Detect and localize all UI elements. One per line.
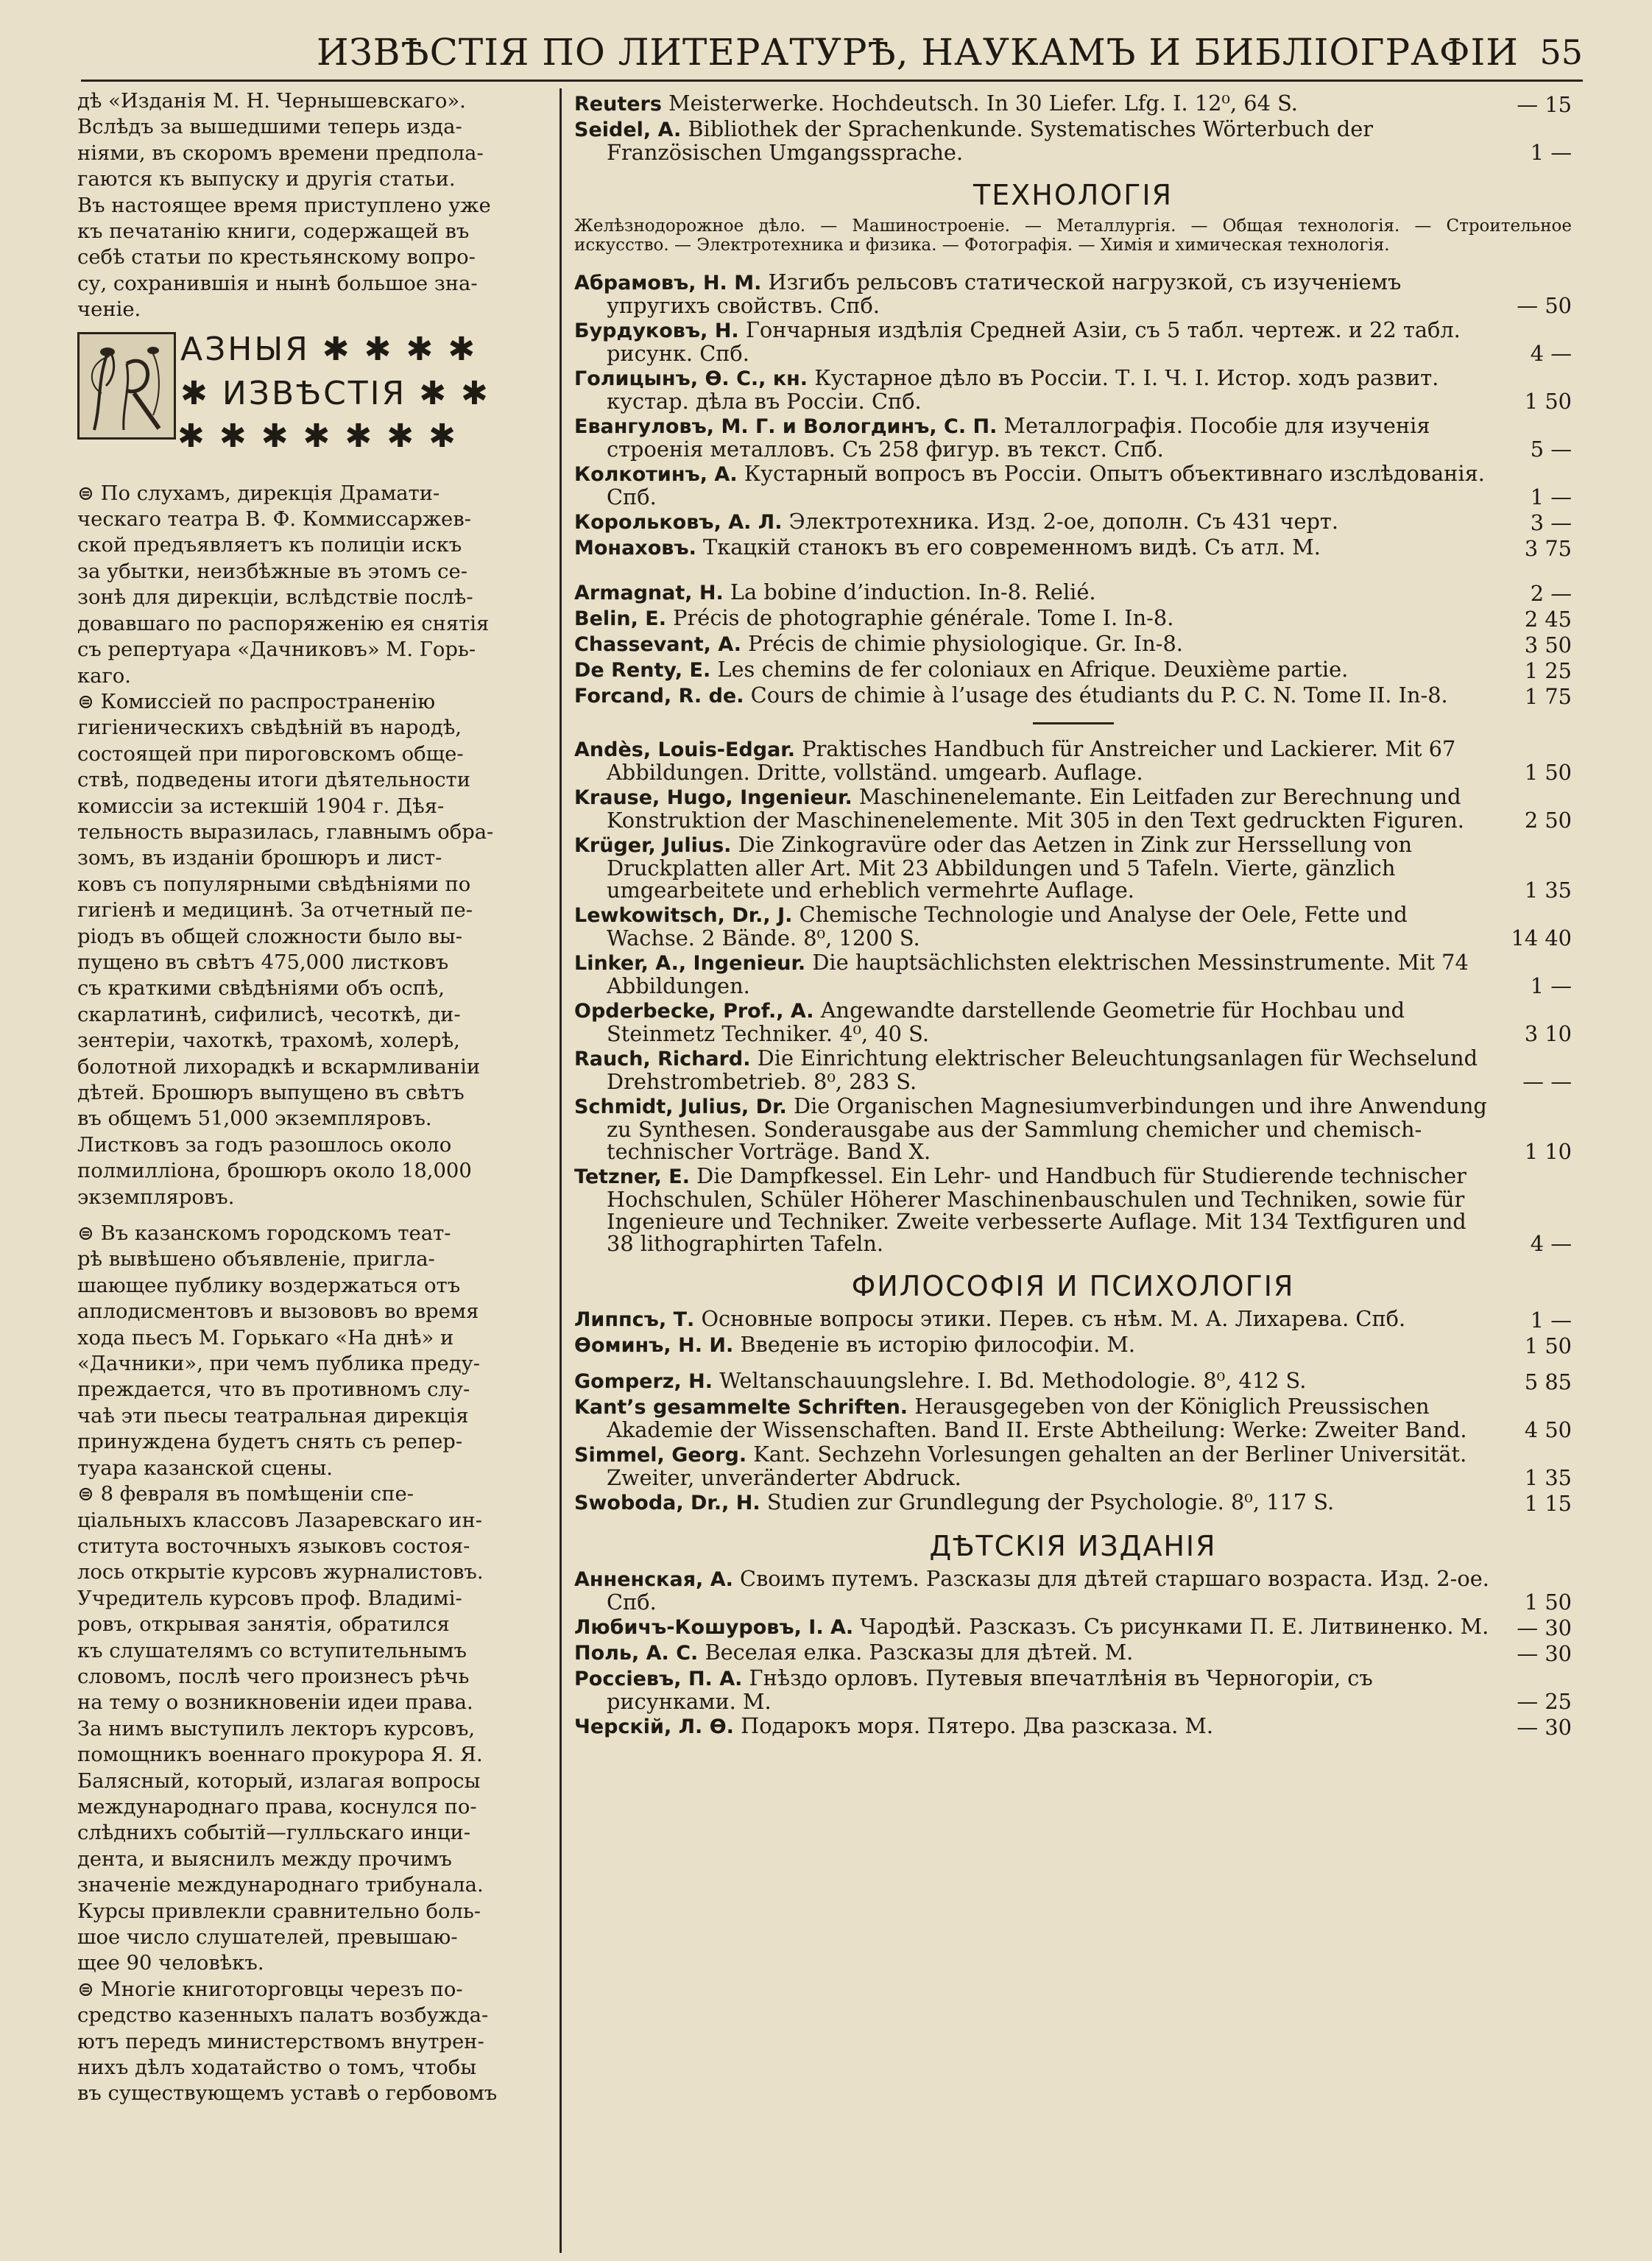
entry-text	[574, 951, 1572, 997]
news-item	[77, 689, 534, 1210]
catalog-entry	[574, 1165, 1572, 1255]
catalog-entry	[574, 951, 1572, 997]
text-line: ровъ, открывая занятія, обратился	[77, 1613, 450, 1637]
heading-line-2: ✱ ИЗВѢСТІЯ ✱ ✱	[180, 374, 490, 412]
page-number: 55	[1539, 32, 1583, 72]
entry-title: Введеніе въ исторію философіи. М.	[740, 1332, 1136, 1357]
entry-text	[574, 1308, 1572, 1331]
entry-author: Gomperz, H.	[574, 1370, 713, 1393]
entry-author: Россіевъ, П. А.	[574, 1668, 743, 1690]
entry-price: 2 45	[1524, 607, 1572, 632]
entry-author: Chassevant, A.	[574, 633, 741, 656]
catalog-entry	[574, 684, 1572, 708]
entry-title: Les chemins de fer coloniaux en Afrique. Deuxième partie.	[717, 657, 1349, 682]
catalog-entry	[574, 271, 1572, 317]
catalog-entry	[574, 367, 1572, 412]
entry-price: 3 10	[1524, 1021, 1572, 1046]
ornamental-initial-r-icon	[77, 332, 176, 440]
text-line: ніями, въ скоромъ времени предпола-	[77, 141, 484, 165]
entry-text	[574, 903, 1572, 949]
text-line: каго.	[77, 664, 131, 688]
text-line: преждается, что въ противномъ слу-	[77, 1378, 470, 1402]
heading-line-1: АЗНЫЯ ✱ ✱ ✱ ✱	[180, 330, 478, 368]
heading-line-3: ✱ ✱ ✱ ✱ ✱ ✱ ✱	[177, 417, 458, 455]
entry-price: 1 50	[1524, 1590, 1572, 1615]
entry-price: 14 40	[1511, 925, 1572, 950]
text-line: средство казенныхъ палатъ возбужда-	[77, 2004, 489, 2028]
entry-author: Rauch, Richard.	[574, 1048, 751, 1070]
entry-text	[574, 1047, 1572, 1093]
entry-text	[574, 607, 1572, 630]
entry-author: Любичъ-Кошуровъ, I. А.	[574, 1616, 854, 1639]
entry-title: Précis de photographie générale. Tome I. In-8.	[673, 605, 1174, 630]
section-title-childrens-books: ДѢТСКІЯ ИЗДАНІЯ	[929, 1530, 1217, 1562]
text-line: ⊜ По слухамъ, дирекція Драмати-	[77, 482, 440, 505]
text-line: пущено въ свѣтъ 475,000 листковъ	[77, 950, 449, 974]
column-divider	[560, 88, 562, 2253]
entry-author: Lewkowitsch, Dr., J.	[574, 904, 793, 927]
entry-price: 1 75	[1524, 684, 1572, 709]
text-line: Учредитель курсовъ проф. Владимі-	[77, 1587, 462, 1610]
catalog-entry	[574, 415, 1572, 460]
catalog-entry	[574, 632, 1572, 656]
text-line: съ репертуара «Дачниковъ» М. Горь-	[77, 638, 476, 662]
catalog-entry	[574, 738, 1572, 783]
entry-author: Reuters	[574, 93, 662, 116]
entry-author: Корольковъ, А. Л.	[574, 511, 783, 534]
entry-title: Die Dampfkessel. Ein Lehr- und Handbuch für Studierende technischer Hochschulen, Schüler Höherer Maschinenbauschulen und Techniken, sowie für Ingenieure und Techniker. Zweite verbesserte Auflage. Mit 134 Textfiguren und 38 lithographirten Tafeln.	[607, 1163, 1466, 1256]
catalog-entry	[574, 1641, 1572, 1665]
entry-text	[574, 658, 1572, 682]
entry-text	[574, 999, 1572, 1045]
text-line: ститута восточныхъ языковъ состоя-	[77, 1534, 470, 1558]
entry-price: 1 50	[1524, 760, 1572, 785]
text-line: ⊜ 8 февраля въ помѣщеніи спе-	[77, 1483, 414, 1506]
text-line: шающее публику воздержаться отъ	[77, 1274, 461, 1297]
text-line: съ краткими свѣдѣніями объ оспѣ,	[77, 977, 445, 1001]
entry-title: Подарокъ моря. Пятеро. Два разсказа. М.	[741, 1713, 1214, 1738]
entry-title: Die hauptsächlichsten elektrischen Messinstrumente. Mit 74 Abbildungen.	[607, 950, 1469, 998]
catalog-list-russian	[574, 1567, 1572, 1738]
entry-author: Монаховъ.	[574, 537, 696, 560]
entry-text	[574, 632, 1572, 656]
entry-price: 4 50	[1524, 1417, 1572, 1442]
entry-price: 2 50	[1524, 808, 1572, 833]
text-line: лось открытіе курсовъ журналистовъ.	[77, 1561, 484, 1584]
text-line: значеніе международнаго трибунала.	[77, 1874, 484, 1897]
news-item	[77, 481, 534, 689]
entry-author: Andès, Louis-Edgar.	[574, 738, 796, 761]
entry-price: 1 35	[1524, 878, 1572, 903]
catalog-entry	[574, 1333, 1572, 1357]
entry-author: Simmel, Georg.	[574, 1444, 747, 1467]
text-line: скарлатинѣ, сифилисѣ, чесоткѣ, ди-	[77, 1003, 461, 1026]
catalog-list-german	[574, 738, 1572, 1255]
entry-title: Cours de chimie à l’usage des étudiants du P. C. N. Tome II. In-8.	[750, 682, 1448, 708]
entry-price: 3 —	[1530, 510, 1572, 535]
text-line: Балясный, который, излагая вопросы	[77, 1769, 481, 1793]
text-line: на тему о возникновеніи идеи права.	[77, 1691, 473, 1715]
text-line: въ существующемъ уставѣ о гербовомъ	[77, 2082, 498, 2106]
text-line: себѣ статьи по крестьянскому вопро-	[77, 246, 476, 269]
catalog-entry	[574, 462, 1572, 508]
entry-price: 1 —	[1530, 1308, 1572, 1333]
entry-author: Belin, E.	[574, 607, 666, 630]
text-line: словомъ, послѣ чего произнесъ рѣчь	[77, 1665, 470, 1688]
entry-author: Opderbecke, Prof., A.	[574, 1000, 814, 1023]
entry-text	[574, 271, 1572, 317]
text-line: гигіеническихъ свѣдѣній въ народѣ,	[77, 716, 462, 740]
text-line: шое число слушателей, превышаю-	[77, 1926, 458, 1949]
entry-title: Своимъ путемъ. Разсказы для дѣтей старшаго возраста. Изд. 2-ое. Спб.	[607, 1566, 1489, 1615]
entry-author: Krause, Hugo, Ingenieur.	[574, 786, 853, 809]
text-line: комиссіи за истекшій 1904 г. Дѣя-	[77, 794, 445, 818]
text-line: тельность выразилась, главнымъ обра-	[77, 820, 494, 844]
text-line: дѣ «Изданія М. Н. Чернышевскаго».	[77, 90, 466, 113]
entry-title: Die Organischen Magnesiumverbindungen und ihre Anwendung zu Synthesen. Sonderausgabe aus der Sammlung chemicher und chemisch-technischer Vorträge. Band X.	[607, 1093, 1487, 1164]
catalog-entry	[574, 1715, 1572, 1738]
news-item	[77, 1977, 534, 2107]
text-line: слѣднихъ событій—гулльскаго инци-	[77, 1821, 471, 1845]
entry-author: Черскій, Л. Ѳ.	[574, 1715, 734, 1738]
text-line: су, сохранившія и нынѣ большое зна-	[77, 272, 478, 295]
catalog-entry	[574, 536, 1572, 560]
news-item	[77, 1481, 534, 1977]
text-line: полмилліона, брошюръ около 18,000	[77, 1160, 472, 1183]
catalog-entry	[574, 118, 1572, 163]
text-line: довавшаго по распоряженію ея снятія	[77, 612, 490, 635]
entry-text	[574, 684, 1572, 708]
catalog-entry	[574, 581, 1572, 604]
text-line: зонѣ для дирекціи, вслѣдствіе послѣ-	[77, 586, 473, 610]
entry-price: 2 —	[1530, 581, 1572, 606]
entry-author: Forcand, R. de.	[574, 685, 744, 708]
entry-text	[574, 1567, 1572, 1613]
entry-text	[574, 319, 1572, 364]
entry-author: Липпсъ, Т.	[574, 1308, 695, 1331]
catalog-entry	[574, 1308, 1572, 1331]
entry-author: Евангуловъ, М. Г. и Вологдинъ, С. П.	[574, 415, 998, 438]
catalog-list-french	[574, 581, 1572, 708]
text-line: ковъ съ популярными свѣдѣніями по	[77, 872, 471, 896]
entry-price: — —	[1522, 1069, 1572, 1094]
text-line: принуждена будетъ снять съ репер-	[77, 1431, 463, 1454]
entry-title: Studien zur Grundlegung der Psychologie. 8⁰, 117 S.	[766, 1489, 1335, 1514]
entry-title: Die Einrichtung elektrischer Beleuchtungsanlagen für Wechselund Drehstrombetrieb. 8⁰, 283 S.	[607, 1045, 1478, 1094]
entry-price: — 50	[1517, 293, 1572, 318]
entry-author: Linker, A., Ingenieur.	[574, 952, 806, 975]
separator-rule	[1033, 722, 1114, 724]
entry-price: — 25	[1517, 1689, 1572, 1714]
entry-price: — 30	[1517, 1641, 1572, 1666]
entry-text	[574, 738, 1572, 783]
entry-author: De Renty, E.	[574, 659, 711, 682]
entry-author: Swoboda, Dr., H.	[574, 1492, 760, 1514]
catalog-list-german	[574, 1369, 1572, 1514]
catalog-list-russian	[574, 1308, 1572, 1357]
entry-text	[574, 1369, 1572, 1393]
entry-price: 1 35	[1524, 1465, 1572, 1490]
text-line: къ печатанію книги, содержащей въ	[77, 220, 470, 244]
entry-text	[574, 1095, 1572, 1163]
entry-title: Précis de chimie physiologique. Gr. In-8.	[748, 631, 1183, 656]
text-line: ціальныхъ классовъ Лазаревскаго ин-	[77, 1509, 482, 1532]
text-line: въ общемъ 51,000 экземпляровъ.	[77, 1107, 432, 1131]
section-heading-news	[77, 332, 534, 470]
text-line: ческаго театра В. Ф. Коммиссаржев-	[77, 508, 471, 532]
entry-title: Чародѣй. Разсказъ. Съ рисунками П. Е. Литвиненко. М.	[860, 1614, 1489, 1639]
entry-price: — 30	[1517, 1715, 1572, 1740]
text-line: Курсы привлекли сравнительно боль-	[77, 1900, 481, 1923]
text-line: къ слушателямъ со вступительнымъ	[77, 1639, 467, 1662]
text-line: состоящей при пироговскомъ обще-	[77, 742, 464, 766]
entry-author: Абрамовъ, Н. М.	[574, 272, 762, 294]
text-line: рѣ вывѣшено объявленіе, пригла-	[77, 1248, 435, 1271]
text-line: ченіе.	[77, 298, 141, 322]
entry-price: 1 25	[1524, 658, 1572, 683]
entry-price: 3 50	[1524, 632, 1572, 657]
entry-text	[574, 1333, 1572, 1357]
entry-author: Tetzner, E.	[574, 1165, 691, 1188]
catalog-entry	[574, 999, 1572, 1045]
entry-title: Weltanschauungslehre. I. Bd. Methodologie. 8⁰, 412 S.	[719, 1368, 1307, 1393]
catalog-entry	[574, 510, 1572, 534]
text-line: чаѣ эти пьесы театральная дирекція	[77, 1404, 469, 1428]
entry-title: Kant. Sechzehn Vorlesungen gehalten an der Berliner Universität. Zweiter, unveränderter Abdruck.	[607, 1442, 1467, 1490]
entry-title: Основные вопросы этики. Перев. съ нѣм. М. А. Лихарева. Спб.	[701, 1306, 1406, 1331]
entry-price: 5 85	[1524, 1369, 1572, 1394]
catalog-entry	[574, 607, 1572, 630]
text-line: за убытки, неизбѣжные въ этомъ се-	[77, 560, 467, 583]
entry-author: Голицынъ, Ѳ. С., кн.	[574, 367, 808, 390]
catalog-entry	[574, 1615, 1572, 1639]
entry-title: Кустарное дѣло въ Россіи. Т. I. Ч. I. Истор. ходъ развит. кустар. дѣла въ Россіи. Спб.	[607, 365, 1439, 414]
text-line: ⊜ Многіе книготорговцы черезъ по-	[77, 1978, 463, 2001]
entry-price: 1 —	[1530, 484, 1572, 509]
entry-author: Колкотинъ, А.	[574, 463, 738, 486]
entry-price: 3 75	[1524, 536, 1572, 561]
entry-author: Поль, А. С.	[574, 1642, 699, 1665]
entry-text	[574, 415, 1572, 460]
text-line: гигіенѣ и медицинѣ. За отчетный пе-	[77, 899, 473, 923]
text-line: международнаго права, коснулся по-	[77, 1795, 477, 1819]
entry-title: Изгибъ рельсовъ статической нагрузкой, съ изученіемъ упругихъ свойствъ. Спб.	[607, 269, 1402, 318]
entry-title: Металлографія. Пособіе для изученія строенія металловъ. Съ 258 фигур. въ текст. Спб.	[607, 413, 1430, 462]
catalog-entry	[574, 319, 1572, 364]
entry-text	[574, 1615, 1572, 1639]
entry-author: Krüger, Julius.	[574, 834, 732, 857]
entry-price: 1 —	[1530, 973, 1572, 998]
text-line: ствѣ, подведены итоги дѣятельности	[77, 769, 470, 792]
text-line: Листковъ за годъ разошлось около	[77, 1133, 452, 1157]
entry-title: Praktisches Handbuch für Anstreicher und Lackierer. Mit 67 Abbildungen. Dritte, vollständ. umgearb. Auflage.	[607, 736, 1456, 785]
text-line: аплодисментовъ и вызововъ во время	[77, 1300, 479, 1324]
entry-text	[574, 1491, 1572, 1514]
catalog-entry	[574, 1667, 1572, 1712]
entry-title: Die Zinkogravüre oder das Aetzen in Zink zur Herssellung von Druckplatten aller Art. Mit 23 Abbildungen und 5 Tafeln. Vierte, gänzlich umgearbeitete und erheblich vermehrte Auflage.	[607, 832, 1413, 903]
text-line: ютъ передъ министерствомъ внутрен-	[77, 2030, 484, 2053]
entry-title: Гнѣздо орловъ. Путевыя впечатлѣнія въ Черногоріи, съ рисунками. М.	[607, 1665, 1373, 1714]
entry-author: Анненская, А.	[574, 1568, 733, 1591]
entry-text	[574, 510, 1572, 534]
text-line: хода пьесъ М. Горькаго «На днѣ» и	[77, 1326, 454, 1350]
entry-price: 1 15	[1524, 1491, 1572, 1516]
entry-text	[574, 92, 1572, 116]
entry-text	[574, 118, 1572, 163]
text-line: «Дачники», при чемъ публика преду-	[77, 1352, 480, 1376]
running-title: ИЗВѢСТІЯ ПО ЛИТЕРАТУРѢ, НАУКАМЪ И БИБЛІОГРАФІИ	[317, 31, 1519, 74]
catalog-entry	[574, 833, 1572, 901]
entry-price: 4 —	[1530, 1231, 1572, 1256]
entry-title: Веселая елка. Разсказы для дѣтей. М.	[705, 1640, 1134, 1665]
entry-title: Chemische Technologie und Analyse der Oele, Fette und Wachse. 2 Bände. 8⁰, 1200 S.	[607, 902, 1408, 950]
entry-text	[574, 1443, 1572, 1489]
catalog-entry	[574, 786, 1572, 831]
text-line: Въ настоящее время приступлено уже	[77, 194, 491, 217]
text-line: помощникъ военнаго прокурора Я. Я.	[77, 1743, 483, 1767]
catalog-entry	[574, 1369, 1572, 1393]
left-column	[77, 88, 534, 2246]
right-column	[574, 92, 1572, 2246]
entry-author: Schmidt, Julius, Dr.	[574, 1096, 787, 1118]
entry-title: Гончарныя издѣлія Средней Азіи, съ 5 табл. чертеж. и 22 табл. рисунк. Спб.	[607, 317, 1461, 366]
entry-author: Ѳоминъ, Н. И.	[574, 1334, 734, 1357]
catalog-entry	[574, 903, 1572, 949]
catalog-entry	[574, 1095, 1572, 1163]
text-line: зомъ, въ изданіи брошюръ и лист-	[77, 847, 442, 870]
catalog-continued	[574, 92, 1572, 163]
text-line: дента, и выяснилъ между прочимъ	[77, 1847, 452, 1871]
section-title-technology: ТЕХНОЛОГІЯ	[973, 179, 1173, 211]
intro-paragraph	[77, 88, 534, 323]
entry-text	[574, 367, 1572, 412]
catalog-list-russian	[574, 271, 1572, 560]
catalog-entry	[574, 1567, 1572, 1613]
entry-author: Kant’s gesammelte Schriften.	[574, 1396, 908, 1419]
entry-author: Armagnat, H.	[574, 582, 724, 604]
entry-title: Angewandte darstellende Geometrie für Hochbau und Steinmetz Techniker. 4⁰, 40 S.	[607, 998, 1405, 1046]
section-subjects: Желѣзнодорожное дѣло. — Машиностроеніе. — Металлургія. — Общая технологія. — Строительное искусство. — Электротехника и физика. — Фотографія. — Химія и химическая технологія.	[574, 216, 1572, 255]
entry-price: — 30	[1517, 1615, 1572, 1640]
text-line: ⊜ Въ казанскомъ городскомъ теат-	[77, 1222, 451, 1246]
entry-price: 1 50	[1524, 389, 1572, 414]
entry-text	[574, 462, 1572, 508]
entry-price: 1 10	[1524, 1139, 1572, 1164]
entry-text	[574, 1715, 1572, 1738]
text-line: гаются къ выпуску и другія статьи.	[77, 168, 456, 191]
text-line: дѣтей. Брошюръ выпущено въ свѣтъ	[77, 1082, 465, 1104]
text-line: За нимъ выступилъ лекторъ курсовъ,	[77, 1717, 476, 1740]
text-line: ской предъявляетъ къ полиціи искъ	[77, 534, 462, 557]
entry-price: 1 50	[1524, 1333, 1572, 1358]
catalog-entry	[574, 658, 1572, 682]
entry-text	[574, 1641, 1572, 1665]
text-line: ріодъ въ общей сложности было вы-	[77, 925, 462, 948]
entry-text	[574, 1667, 1572, 1712]
entry-text	[574, 1395, 1572, 1441]
entry-price: 1 —	[1530, 140, 1572, 165]
text-line: Вслѣдъ за вышедшими теперь изда-	[77, 116, 462, 139]
entry-text	[574, 786, 1572, 831]
text-line: туара казанской сцены.	[77, 1456, 333, 1480]
news-item	[77, 1221, 534, 1481]
entry-price: 4 —	[1530, 341, 1572, 366]
entry-text	[574, 833, 1572, 901]
entry-title: Meisterwerke. Hochdeutsch. In 30 Liefer. Lfg. I. 12⁰, 64 S.	[668, 92, 1298, 116]
entry-title: Maschinenelemante. Ein Leitfaden zur Berechnung und Konstruktion der Maschinenelemente. Mit 305 in den Text gedruckten Figuren.	[607, 784, 1464, 833]
text-line: болотной лихорадкѣ и вскармливаніи	[77, 1055, 481, 1079]
entry-text	[574, 1165, 1572, 1255]
text-line: экземпляровъ.	[77, 1185, 235, 1209]
entry-title: Ткацкій станокъ въ его современномъ видѣ. Съ атл. М.	[703, 535, 1321, 560]
text-line: ⊜ Комиссіей по распространенію	[77, 690, 436, 713]
catalog-entry	[574, 92, 1572, 116]
page-header	[81, 28, 1583, 82]
entry-title: Кустарный вопросъ въ Россіи. Опытъ объективнаго изслѣдованія. Спб.	[607, 461, 1485, 509]
entry-title: Bibliothek der Sprachenkunde. Systematisches Wörterbuch der Französischen Umgangssprache.	[607, 116, 1374, 165]
catalog-entry	[574, 1491, 1572, 1514]
entry-title: Электротехника. Изд. 2-ое, дополн. Съ 431 черт.	[788, 509, 1339, 534]
text-line: нихъ дѣлъ ходатайство о томъ, чтобы	[77, 2056, 477, 2080]
entry-price: 5 —	[1530, 437, 1572, 462]
entry-author: Бурдуковъ, Н.	[574, 320, 739, 342]
text-line: щее 90 человѣкъ.	[77, 1952, 264, 1975]
text-line: зентеріи, чахоткѣ, трахомѣ, холерѣ,	[77, 1029, 460, 1053]
entry-text	[574, 581, 1572, 604]
entry-text	[574, 536, 1572, 560]
entry-title: La bobine d’induction. In-8. Relié.	[730, 579, 1096, 604]
catalog-entry	[574, 1395, 1572, 1441]
catalog-entry	[574, 1443, 1572, 1489]
section-title-philosophy: ФИЛОСОФІЯ И ПСИХОЛОГІЯ	[851, 1270, 1295, 1302]
entry-title: Herausgegeben von der Königlich Preussischen Akademie der Wissenschaften. Band II. Erste Abtheilung: Werke: Zweiter Band.	[607, 1394, 1467, 1442]
entry-author: Seidel, A.	[574, 119, 682, 141]
catalog-entry	[574, 1047, 1572, 1093]
entry-price: — 15	[1517, 92, 1572, 117]
